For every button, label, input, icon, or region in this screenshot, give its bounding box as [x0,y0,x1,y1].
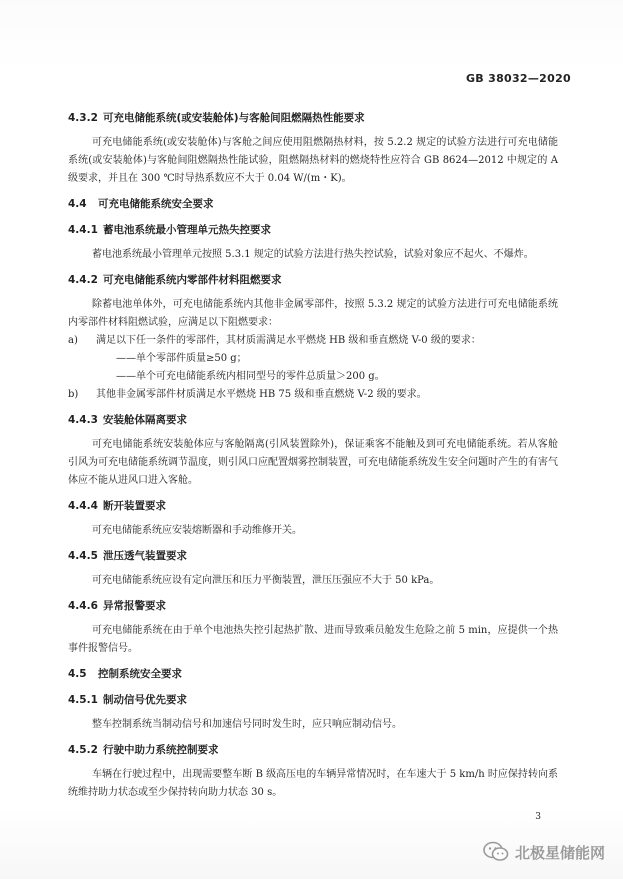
section-heading [68,664,558,684]
section-number: 4.4.5 [68,550,98,562]
section-number: 4.5.2 [68,744,98,756]
section-heading [68,108,558,128]
list-marker: b) [68,389,79,400]
section-number: 4.4.2 [68,274,98,286]
section-heading [68,546,558,566]
list-item [68,332,558,350]
list-item-text: 其他非金属零部件材质满足水平燃烧 HB 75 级和垂直燃烧 V-2 级的要求。 [96,389,427,400]
section-heading [68,690,558,710]
section-title: 控制系统安全要求 [98,668,182,680]
section-title: 可充电储能系统安全要求 [98,198,214,210]
section-title: 蓄电池系统最小管理单元热失控要求 [103,224,271,236]
watermark [483,841,605,863]
dash-item: ——单个零部件质量≥50 g； [116,353,247,364]
section-heading [68,596,558,616]
page-number: 3 [535,812,541,822]
section-number: 4.4.1 [68,224,98,236]
paragraph: 可充电储能系统应设有定向泄压和压力平衡装置，泄压压强应不大于 50 kPa。 [92,575,440,586]
section-number: 4.3.2 [68,112,98,124]
standard-number: GB 38032—2020 [465,72,571,85]
section-title: 安装舱体隔离要求 [103,414,187,426]
section-heading [68,496,558,516]
section-number: 4.4.4 [68,500,98,512]
section-number: 4.4 [68,198,87,210]
paragraph: 可充电储能系统(或安装舱体)与客舱之间应使用阻燃隔热材料，按 5.2.2 规定的试验方法进行可充电储能系统(或安装舱体)与客舱间阻燃隔热性能试验，阻燃隔热材料的燃烧特性应符合 GB 8624—2012 中规定的 A 级要求，并且在 300 ℃时导热系数应不大于 0.04 W/(m・K)。 [68,137,558,184]
list-item-text: 满足以下任一条件的零部件，其材质需满足水平燃烧 HB 级和垂直燃烧 V-0 级的要求： [96,335,481,346]
section-heading [68,740,558,760]
document-content [68,108,558,802]
paragraph: 除蓄电池单体外，可充电储能系统内其他非金属零部件，按照 5.3.2 规定的试验方法进行可充电储能系统内零部件材料阻燃试验，应满足以下阻燃要求： [68,299,558,328]
section-title: 泄压透气装置要求 [103,550,187,562]
section-heading [68,220,558,240]
section-heading [68,194,558,214]
watermark-text: 北极星储能网 [514,843,605,862]
wechat-logo-icon [483,841,509,863]
dash-item: ——单个可充电储能系统内相同型号的零件总质量＞200 g。 [116,371,385,382]
section-title: 异常报警要求 [103,600,166,612]
section-title: 可充电储能系统(或安装舱体)与客舱间阻燃隔热性能要求 [103,112,365,124]
section-heading [68,270,558,290]
paragraph: 整车控制系统当制动信号和加速信号同时发生时，应只响应制动信号。 [92,719,402,730]
section-number: 4.4.6 [68,600,98,612]
paragraph: 车辆在行驶过程中，出现需要整车断 B 级高压电的车辆异常情况时，在车速大于 5 km/h 时应保持转向系统维持助力状态或至少保持转向助力状态 30 s。 [68,769,558,798]
section-title: 断开装置要求 [103,500,166,512]
list-item [68,386,558,404]
list-marker: a) [68,335,78,346]
paragraph: 可充电储能系统在由于单个电池热失控引起热扩散、进而导致乘员舱发生危险之前 5 min，应提供一个热事件报警信号。 [68,625,558,654]
section-number: 4.4.3 [68,414,98,426]
section-number: 4.5 [68,668,87,680]
paragraph: 可充电储能系统安装舱体应与客舱隔离(引风装置除外)，保证乘客不能触及到可充电储能系统。若从客舱引风为可充电储能系统调节温度，则引风口应配置烟雾控制装置，可充电储能系统发生安全问题时产生的有害气体应不能从进风口进入客舱。 [68,439,558,486]
paragraph: 可充电储能系统应安装熔断器和手动维修开关。 [92,525,302,536]
paragraph: 蓄电池系统最小管理单元按照 5.3.1 规定的试验方法进行热失控试验，试验对象应不起火、不爆炸。 [92,249,534,260]
section-title: 行驶中助力系统控制要求 [103,744,219,756]
section-number: 4.5.1 [68,694,98,706]
section-heading [68,410,558,430]
section-title: 可充电储能系统内零部件材料阻燃要求 [103,274,282,286]
section-title: 制动信号优先要求 [103,694,187,706]
